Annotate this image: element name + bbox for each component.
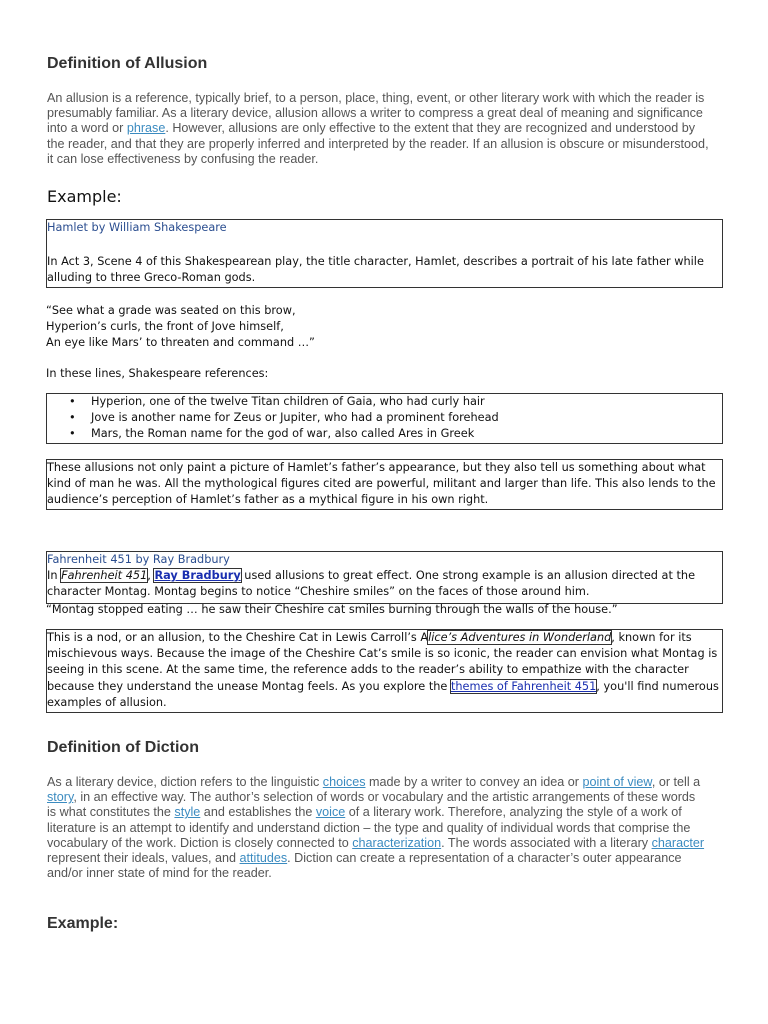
diction-paragraph — [47, 775, 707, 881]
hamlet-intro: In Act 3, Scene 4 of this Shakespearean play, the title character, Hamlet, describes a portrait of his late father while alluding to three Greco-Roman gods. — [47, 255, 704, 285]
references-intro: In these lines, Shakespeare references: — [46, 367, 269, 380]
intro-text: In — [47, 569, 62, 583]
hamlet-quote — [46, 303, 706, 352]
themes-link[interactable]: themes of Fahrenheit 451 — [450, 679, 597, 693]
book-title-alice: lice’s Adventures in Wonderland — [428, 631, 612, 644]
diction-text: represent their ideals, values, and — [47, 851, 240, 866]
quote-line: “See what a grade was seated on this brow, — [46, 304, 296, 317]
allusion-paragraph — [47, 91, 712, 167]
phrase-link[interactable]: phrase — [126, 121, 166, 136]
diction-text: , or tell a — [651, 775, 701, 789]
fahrenheit-intro — [47, 568, 719, 600]
list-item: • Jove is another name for Zeus or Jupiter, who had a prominent forehead — [47, 410, 722, 426]
hamlet-analysis-box — [46, 459, 723, 510]
diction-heading: Definition of Diction — [47, 739, 199, 756]
intro-text: , — [147, 569, 155, 583]
list-item: • Mars, the Roman name for the god of war, also called Ares in Greek — [47, 426, 722, 442]
allusion-text-1: An allusion is a reference, typically brief, to a person, place, thing, event, or other literary work with which the reader is presumably familiar. As a literary device, allusion allows a writer to compress a great deal of meaning and significance into a word or — [47, 91, 705, 136]
diction-text: As a literary device, diction refers to the linguistic — [47, 775, 323, 789]
analysis-text: , known for its mischievous ways. Because the image of the Cheshire Cat’s smile is so iconic, the reader can envision what Montag is seeing in this scene. At the same time, the reference adds to the reader’s ability to empathize with the character because they understand the unease Montag feels. As you explore the — [47, 631, 718, 693]
diction-text: , in an effective way. The author’s selection of words or vocabulary and the artistic arrangements of these words is what constitutes the — [47, 790, 696, 820]
hamlet-analysis: These allusions not only paint a picture of Hamlet’s father’s appearance, but they also tell us something about what kind of man he was. All the mythological figures cited are powerful, militant and larger than life. This also lends to the audience’s perception of Hamlet’s father as a mythical figure in his own right. — [47, 461, 716, 507]
book-title-fahrenheit: Fahrenheit 451 — [61, 569, 148, 583]
list-item: • Hyperion, one of the twelve Titan children of Gaia, who had curly hair — [47, 394, 722, 410]
voice-link[interactable]: voice — [315, 805, 346, 820]
diction-text: . Diction can create a representation of a character’s outer appearance and/or inner state of mind for the reader. — [47, 851, 682, 881]
diction-text: . The words associated with a literary — [441, 835, 652, 850]
allusion-text-2: . However, allusions are only effective to the extent that they are recognized and understood by the reader, and that they are properly inferred and interpreted by the reader. If an allusion is obscure or misunderstood, it can lose effectiveness by confusing the reader. — [47, 121, 709, 166]
diction-example-label: Example: — [47, 915, 119, 932]
quote-line: An eye like Mars’ to threaten and command …” — [46, 336, 315, 350]
analysis-text: This is a nod, or an allusion, to the Cheshire Cat in Lewis Carroll’s A — [47, 631, 429, 644]
choices-link[interactable]: choices — [322, 775, 366, 789]
diction-text: and establishes the — [200, 805, 316, 820]
hamlet-intro-box — [46, 219, 723, 288]
character-link[interactable]: character — [651, 835, 705, 850]
hamlet-title: Hamlet by William Shakespeare — [47, 221, 227, 234]
analysis-text: , you'll find numerous examples of allusion. — [47, 679, 719, 709]
fahrenheit-intro-box — [46, 551, 723, 604]
characterization-link[interactable]: characterization — [352, 835, 442, 850]
ray-bradbury-link[interactable]: Ray Bradbury — [154, 569, 241, 583]
references-box — [46, 393, 723, 444]
references-list — [47, 394, 722, 443]
fahrenheit-title: Fahrenheit 451 by Ray Bradbury — [47, 553, 230, 566]
style-link[interactable]: style — [174, 805, 201, 820]
fahrenheit-analysis-box — [46, 629, 723, 713]
fahrenheit-analysis — [47, 630, 721, 711]
diction-text: of a literary work. Therefore, analyzing the style of a work of literature is an attempt to identify and understand diction – the type and quality of individual words that comprise the vocabulary of the work. Diction is closely connected to — [47, 805, 691, 850]
diction-text: made by a writer to convey an idea or — [365, 775, 583, 789]
allusion-example-label: Example: — [47, 187, 122, 206]
attitudes-link[interactable]: attitudes — [239, 851, 288, 866]
story-link[interactable]: story — [47, 790, 74, 805]
point-of-view-link[interactable]: point of view — [582, 775, 652, 789]
quote-line: Hyperion’s curls, the front of Jove himself, — [46, 320, 284, 334]
allusion-heading: Definition of Allusion — [47, 55, 208, 72]
intro-text: used allusions to great effect. One strong example is an allusion directed at the character Montag. Montag begins to notice “Cheshire smiles” on the faces of those around him. — [47, 569, 696, 599]
fahrenheit-quote: “Montag stopped eating … he saw their Cheshire cat smiles burning through the walls of the house.” — [46, 603, 618, 616]
